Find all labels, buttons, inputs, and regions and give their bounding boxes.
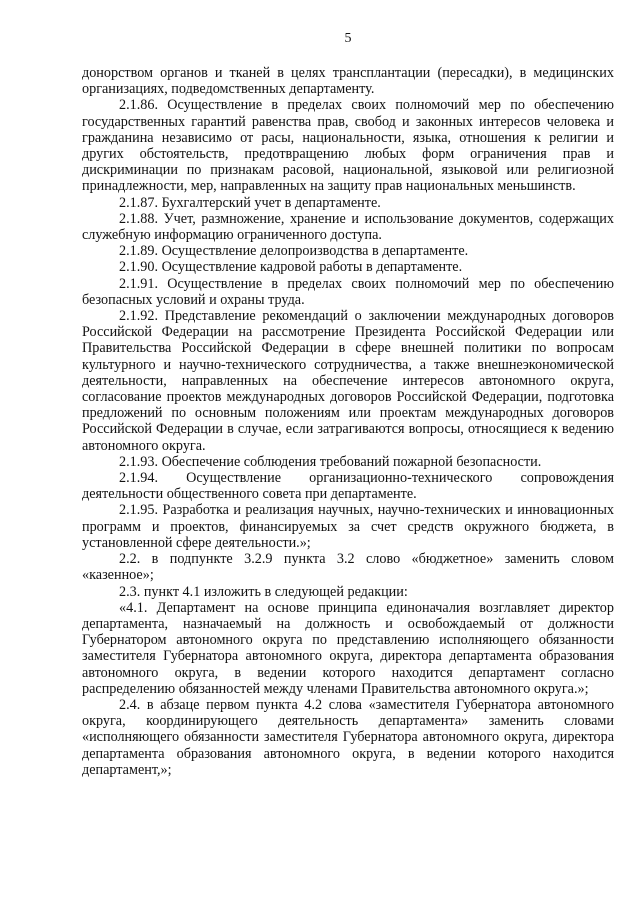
paragraph: «4.1. Департамент на основе принципа единоначалия возглавляет директор департамента, назначаемый на должность и освобождаемый от должности Губернатором автономного округа по представлению исполняющего обязанности заместителя Губернатора автономного округа, директора департамента образования автономного округа, в ведении которого находится департамент согласно распределению обязанностей между членами Правительства автономного округа.»; bbox=[82, 599, 614, 697]
document-body bbox=[82, 65, 614, 778]
paragraph: 2.1.92. Представление рекомендаций о заключении международных договоров Российской Федерации на рассмотрение Президента Российской Федерации или Правительства Российской Федерации в сфере внешней политики по вопросам культурного и научно-технического сотрудничества, а также внешнеэкономической деятельности, направленных на обеспечение интересов автономного округа, согласование проектов международных договоров Российской Федерации, подготовка предложений по основным положениям или проектам международных договоров Российской Федерации в случае, если затрагиваются вопросы, относящиеся к ведению автономного округа. bbox=[82, 308, 614, 454]
paragraph: 2.1.87. Бухгалтерский учет в департаменте. bbox=[119, 194, 381, 211]
paragraph: 2.3. пункт 4.1 изложить в следующей редакции: bbox=[119, 583, 408, 600]
document-page bbox=[82, 30, 614, 778]
paragraph: 2.1.94. Осуществление организационно-технического сопровождения деятельности общественного совета при департаменте. bbox=[82, 470, 614, 503]
paragraph: 2.1.91. Осуществление в пределах своих полномочий мер по обеспечению безопасных условий и охраны труда. bbox=[82, 275, 614, 308]
paragraph: 2.1.93. Обеспечение соблюдения требований пожарной безопасности. bbox=[119, 453, 542, 470]
paragraph: 2.4. в абзаце первом пункта 4.2 слова «заместителя Губернатора автономного округа, координирующего деятельность департамента» заменить словами «исполняющего обязанности заместителя Губернатора автономного округа, директора департамента образования автономного округа, в ведении которого находится департамент,»; bbox=[82, 696, 614, 778]
paragraph: 2.1.89. Осуществление делопроизводства в департаменте. bbox=[119, 243, 469, 260]
paragraph: 2.2. в подпункте 3.2.9 пункта 3.2 слово «бюджетное» заменить словом «казенное»; bbox=[82, 551, 614, 584]
paragraph: 2.1.86. Осуществление в пределах своих полномочий мер по обеспечению государственных гарантий равенства прав, свобод и законных интересов человека и гражданина независимо от расы, национальности, языка, отношения к религии и других обстоятельств, предотвращению любых форм ограничения прав и дискриминации по признакам расовой, национальной, языковой или религиозной принадлежности, мер, направленных на защиту прав национальных меньшинств. bbox=[82, 97, 614, 195]
paragraph: 2.1.95. Разработка и реализация научных, научно-технических и инновационных программ и проектов, финансируемых за счет средств окружного бюджета, в установленной сфере деятельности.»; bbox=[82, 502, 614, 551]
paragraph: донорством органов и тканей в целях трансплантации (пересадки), в медицинских организациях, подведомственных департаменту. bbox=[82, 65, 614, 98]
paragraph: 2.1.90. Осуществление кадровой работы в департаменте. bbox=[119, 259, 463, 276]
page-number: 5 bbox=[344, 31, 352, 46]
paragraph: 2.1.88. Учет, размножение, хранение и использование документов, содержащих служебную информацию ограниченного доступа. bbox=[82, 210, 614, 244]
